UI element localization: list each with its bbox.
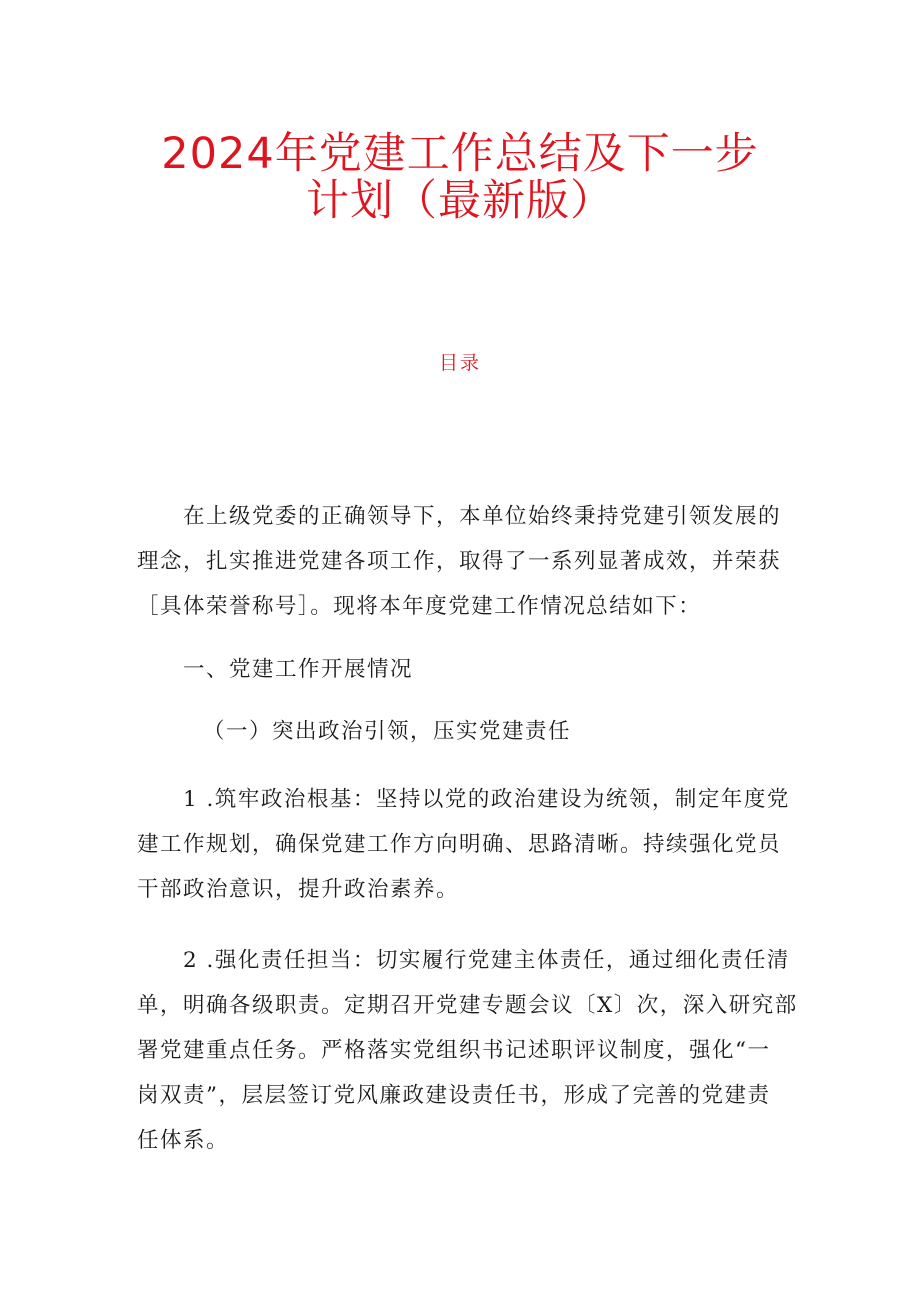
section-1-heading: 一、党建工作开展情况	[183, 657, 414, 682]
item-2-line-2: 单，明确各级职责。定期召开党建专题会议〔X〕次，深入研究部	[137, 993, 798, 1018]
subsection-1-heading: （一）突出政治引领，压实党建责任	[203, 719, 572, 744]
item-1-paragraph	[137, 777, 790, 912]
item-2-line-3: 署党建重点任务。严格落实党组织书记述职评议制度，强化“一	[137, 1038, 771, 1063]
item-1-line-1: 1 .筑牢政治根基：坚持以党的政治建设为统领，制定年度党	[183, 787, 790, 812]
table-of-contents-label: 目录	[438, 352, 481, 374]
intro-line-3: ［具体荣誉称号］。现将本年度党建工作情况总结如下：	[137, 594, 702, 619]
item-1-line-3: 干部政治意识，提升政治素养。	[137, 877, 460, 902]
document-title-line-2: 计划（最新版）	[306, 176, 614, 226]
item-1-line-2: 建工作规划，确保党建工作方向明确、思路清晰。持续强化党员	[137, 832, 782, 857]
item-2-paragraph	[137, 938, 798, 1163]
intro-line-1: 在上级党委的正确领导下，本单位始终秉持党建引领发展的	[183, 504, 782, 529]
intro-line-2: 理念，扎实推进党建各项工作，取得了一系列显著成效，并荣获	[137, 549, 782, 574]
item-2-line-4: 岗双责”，层层签订党风廉政建设责任书，形成了完善的党建责	[137, 1083, 771, 1108]
item-2-line-5: 任体系。	[137, 1128, 230, 1153]
item-2-line-1: 2 .强化责任担当：切实履行党建主体责任，通过细化责任清	[183, 948, 790, 973]
document-title-line-1: 2024年党建工作总结及下一步	[161, 129, 759, 179]
intro-paragraph	[137, 494, 787, 629]
